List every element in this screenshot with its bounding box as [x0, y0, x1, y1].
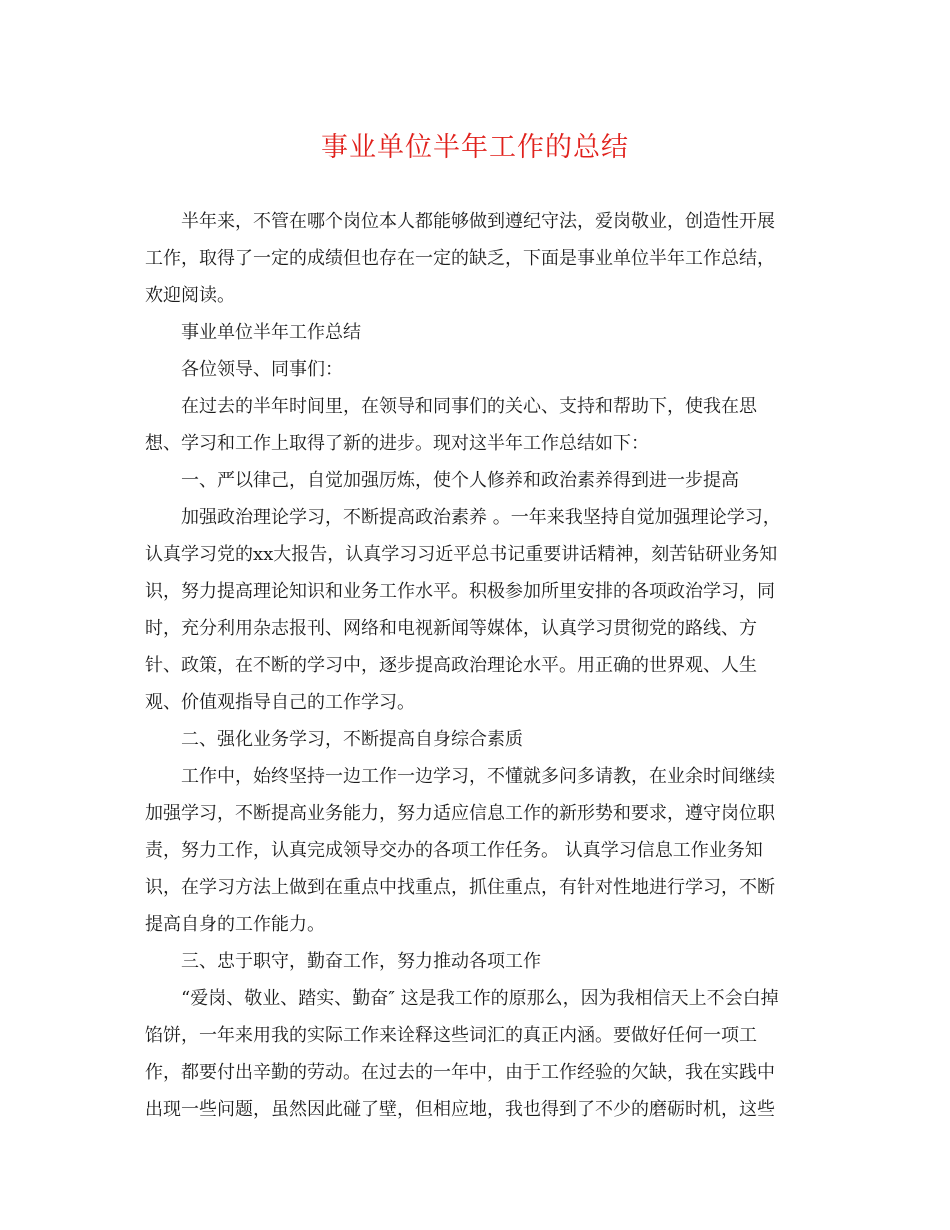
text-line: 一、严以律己，自觉加强厉炼，使个人修养和政治素养得到进一步提高 — [181, 470, 739, 491]
text-line: 提高自身的工作能力。 — [145, 914, 325, 935]
text-line: 工作，取得了一定的成绩但也存在一定的缺乏，下面是事业单位半年工作总结， — [145, 248, 775, 269]
text-line: 在过去的半年时间里，在领导和同事们的关心、支持和帮助下，使我在思 — [181, 396, 757, 417]
text-line: 事业单位半年工作总结 — [181, 322, 361, 343]
text-line: 观、价值观指导自己的工作学习。 — [145, 692, 415, 713]
text-line: 识，努力提高理论知识和业务工作水平。积极参加所里安排的各项政治学习，同 — [145, 581, 775, 602]
text-line: 欢迎阅读。 — [145, 285, 235, 306]
text-line: 时，充分利用杂志报刊、网络和电视新闻等媒体，认真学习贯彻党的路线、方 — [145, 618, 757, 639]
text-line: 半年来，不管在哪个岗位本人都能够做到遵纪守法，爱岗敬业，创造性开展 — [181, 211, 775, 232]
text-line: 馅饼，一年来用我的实际工作来诠释这些词汇的真正内涵。要做好任何一项工 — [145, 1025, 757, 1046]
text-line: 针、政策，在不断的学习中，逐步提高政治理论水平。用正确的世界观、人生 — [145, 655, 757, 676]
document-title: 事业单位半年工作的总结 — [321, 132, 629, 163]
text-line: 加强学习，不断提高业务能力，努力适应信息工作的新形势和要求，遵守岗位职 — [145, 803, 775, 824]
text-line: 作，都要付出辛勤的劳动。在过去的一年中，由于工作经验的欠缺，我在实践中 — [145, 1062, 775, 1083]
text-line: 想、学习和工作上取得了新的进步。现对这半年工作总结如下： — [145, 433, 649, 454]
text-line: 责，努力工作，认真完成领导交办的各项工作任务。 认真学习信息工作业务知 — [145, 840, 763, 861]
text-line: 识，在学习方法上做到在重点中找重点，抓住重点，有针对性地进行学习，不断 — [145, 877, 775, 898]
text-line: 三、忠于职守，勤奋工作，努力推动各项工作 — [181, 951, 541, 972]
text-line: “爱岗、敬业、踏实、勤奋″ 这是我工作的原那么，因为我相信天上不会白掉 — [181, 988, 779, 1009]
text-line: 加强政治理论学习，不断提高政治素养 。一年来我坚持自觉加强理论学习， — [181, 507, 781, 528]
text-line: 出现一些问题，虽然因此碰了壁，但相应地，我也得到了不少的磨砺时机，这些 — [145, 1099, 775, 1120]
text-line: 二、强化业务学习，不断提高自身综合素质 — [181, 729, 523, 750]
document-body — [145, 203, 805, 1128]
text-line: 认真学习党的xx大报告，认真学习习近平总书记重要讲话精神，刻苦钻研业务知 — [145, 544, 778, 565]
text-line: 工作中，始终坚持一边工作一边学习，不懂就多问多请教，在业余时间继续 — [181, 766, 775, 787]
text-line: 各位领导、同事们： — [181, 359, 343, 380]
